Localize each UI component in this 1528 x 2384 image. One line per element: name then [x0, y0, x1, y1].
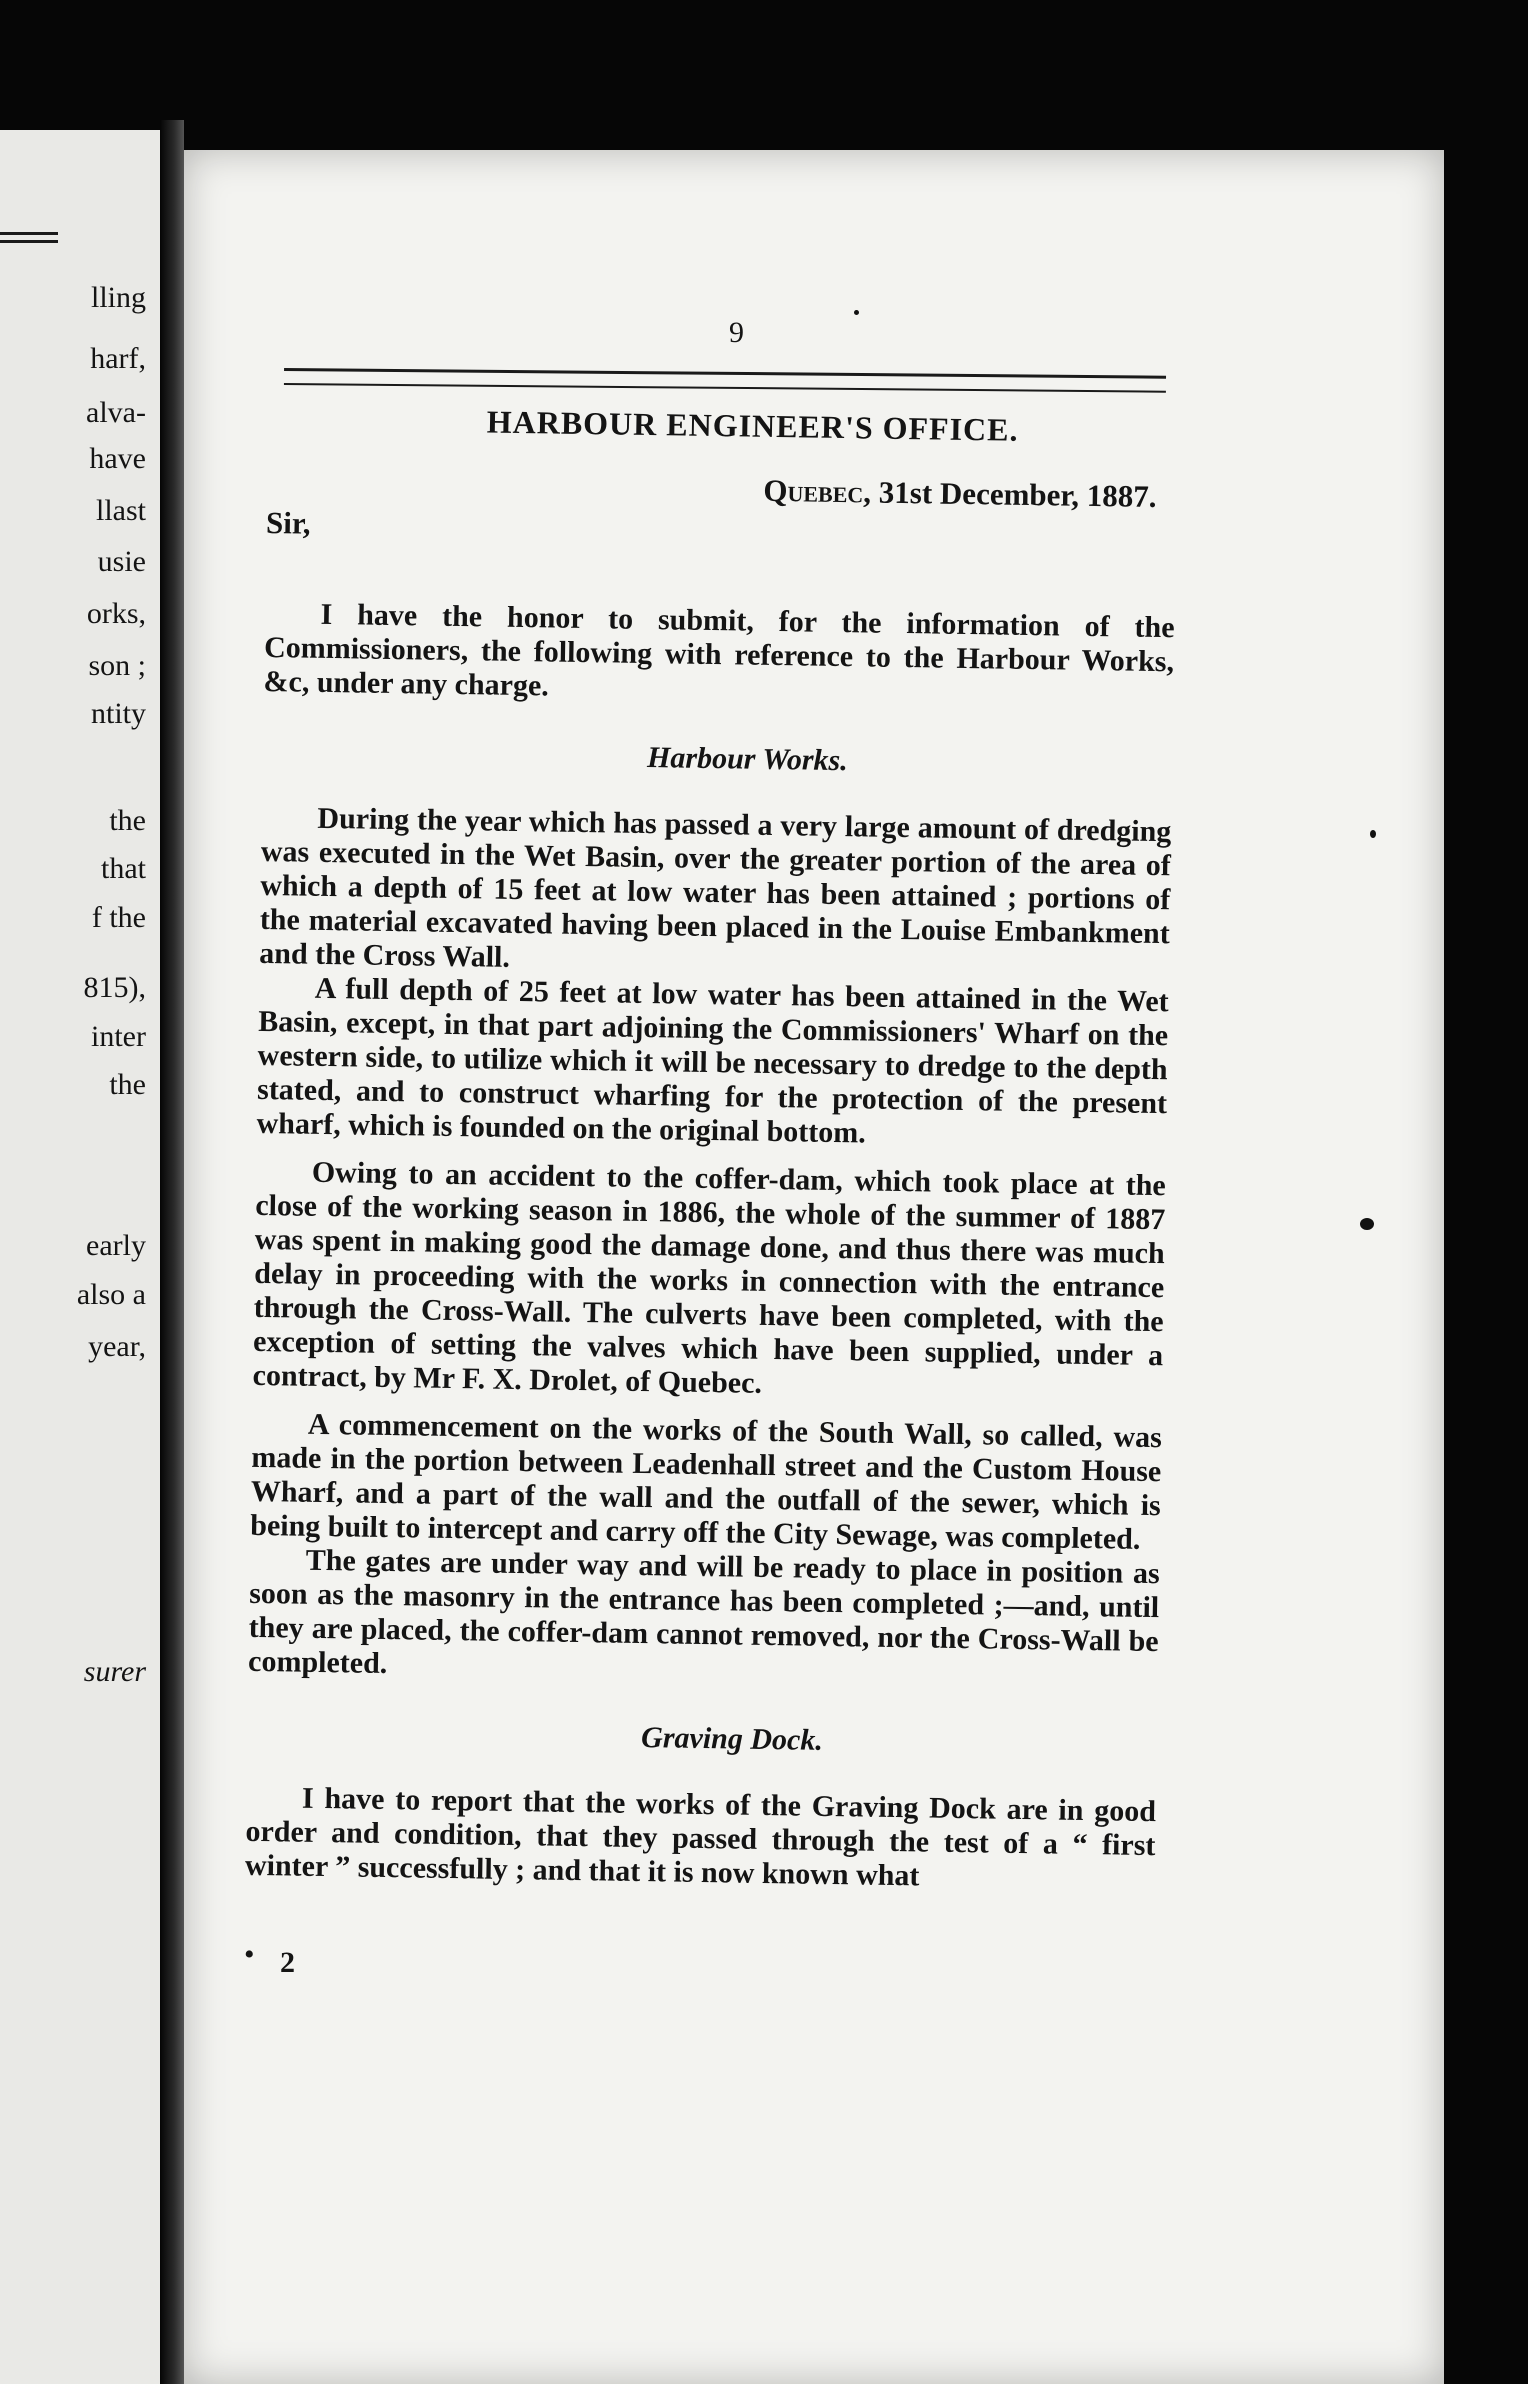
body-paragraph: During the year which has passed a very large amount of dredging was executed in the Wet Basin, over the greater portion of the area of which a depth of 15 feet at low water has been attained ; portions of the material excavated having been placed in the Louise Embankment and the Cross Wall.	[259, 801, 1172, 974]
left-page-rule	[0, 232, 58, 235]
previous-page-edge	[0, 130, 160, 2384]
left-page-fragment: year,	[88, 1329, 146, 1363]
margin-bullet: •	[244, 1938, 255, 1971]
left-page-fragment: early	[86, 1229, 146, 1263]
left-page-fragment: usie	[97, 545, 146, 579]
section-heading-graving-dock: Graving Dock.	[640, 1721, 824, 1757]
left-page-fragment: llast	[96, 493, 146, 527]
left-page-fragment: son ;	[88, 648, 146, 682]
left-page-fragment: f the	[91, 900, 146, 934]
left-page-fragment: the	[109, 803, 146, 837]
body-paragraph: A commencement on the works of the South Wall, so called, was made in the portion between Leadenhall street and the Custom House Wharf, and a part of the wall and the outfall of the sewer, which is being built to intercept and carry off the City Sewage, was completed.	[250, 1407, 1163, 1556]
book-gutter	[160, 120, 184, 2384]
header-rule	[284, 368, 1166, 393]
date-place: Quebec,	[763, 472, 872, 510]
left-page-fragment: orks,	[86, 596, 146, 630]
left-page-fragment: have	[89, 441, 146, 475]
left-page-rule	[0, 240, 58, 243]
left-page-fragment: lling	[90, 280, 146, 314]
intro-paragraph: I have the honor to submit, for the information of the Commissioners, the following with reference to the Harbour Works, &c, under any charge.	[263, 597, 1175, 703]
ink-speck	[1360, 1218, 1374, 1230]
office-heading: HARBOUR ENGINEER'S OFFICE.	[486, 403, 1019, 448]
body-paragraph: A full depth of 25 feet at low water has been attained in the Wet Basin, except, in that part adjoining the Commissioners' Wharf on the western side, to utilize which it will be necessary to dredge to the depth stated, and to construct wharfing for the protection of the present wharf, which is founded on the original bottom.	[256, 971, 1169, 1150]
page	[184, 150, 1444, 2384]
signature-mark: 2	[280, 1946, 295, 1979]
page-content	[245, 400, 1178, 1897]
left-page-fragment: inter	[91, 1019, 146, 1053]
left-page-fragment: that	[101, 852, 146, 886]
salutation: Sir,	[265, 504, 311, 541]
page-number: 9	[729, 316, 744, 349]
body-paragraph: The gates are under way and will be ready to place in position as soon as the masonry in the entrance has been completed ;—and, until they are placed, the coffer-dam cannot removed, nor the Cross-Wall be completed.	[247, 1543, 1160, 1681]
left-page-fragment: harf,	[90, 341, 146, 375]
ink-speck	[854, 310, 859, 315]
body-paragraph: I have to report that the works of the Graving Dock are in good order and condition, that they passed through the test of a “ first winter ” successfully ; and that it is now known what	[244, 1781, 1157, 1893]
left-page-fragment: alva-	[86, 396, 146, 430]
left-page-fragment: ntity	[90, 697, 146, 731]
left-page-fragment: surer	[83, 1654, 146, 1688]
body-paragraph: Owing to an accident to the coffer-dam, which took place at the close of the working season in 1886, the whole of the summer of 1887 was spent in making good the damage done, and thus there was much delay in proceeding with the works in connection with the entrance through the Cross-Wall. The culverts have been completed, with the exception of setting the valves which have been supplied, under a contract, by Mr F. X. Drolet, of Quebec.	[252, 1155, 1167, 1400]
section-heading-harbour-works: Harbour Works.	[646, 741, 848, 778]
left-page-fragment: the	[109, 1068, 146, 1102]
left-page-fragment: also a	[76, 1277, 146, 1311]
ink-speck	[1370, 830, 1376, 838]
date-text: 31st December, 1887.	[870, 474, 1157, 514]
left-page-fragment: 815),	[83, 970, 146, 1004]
